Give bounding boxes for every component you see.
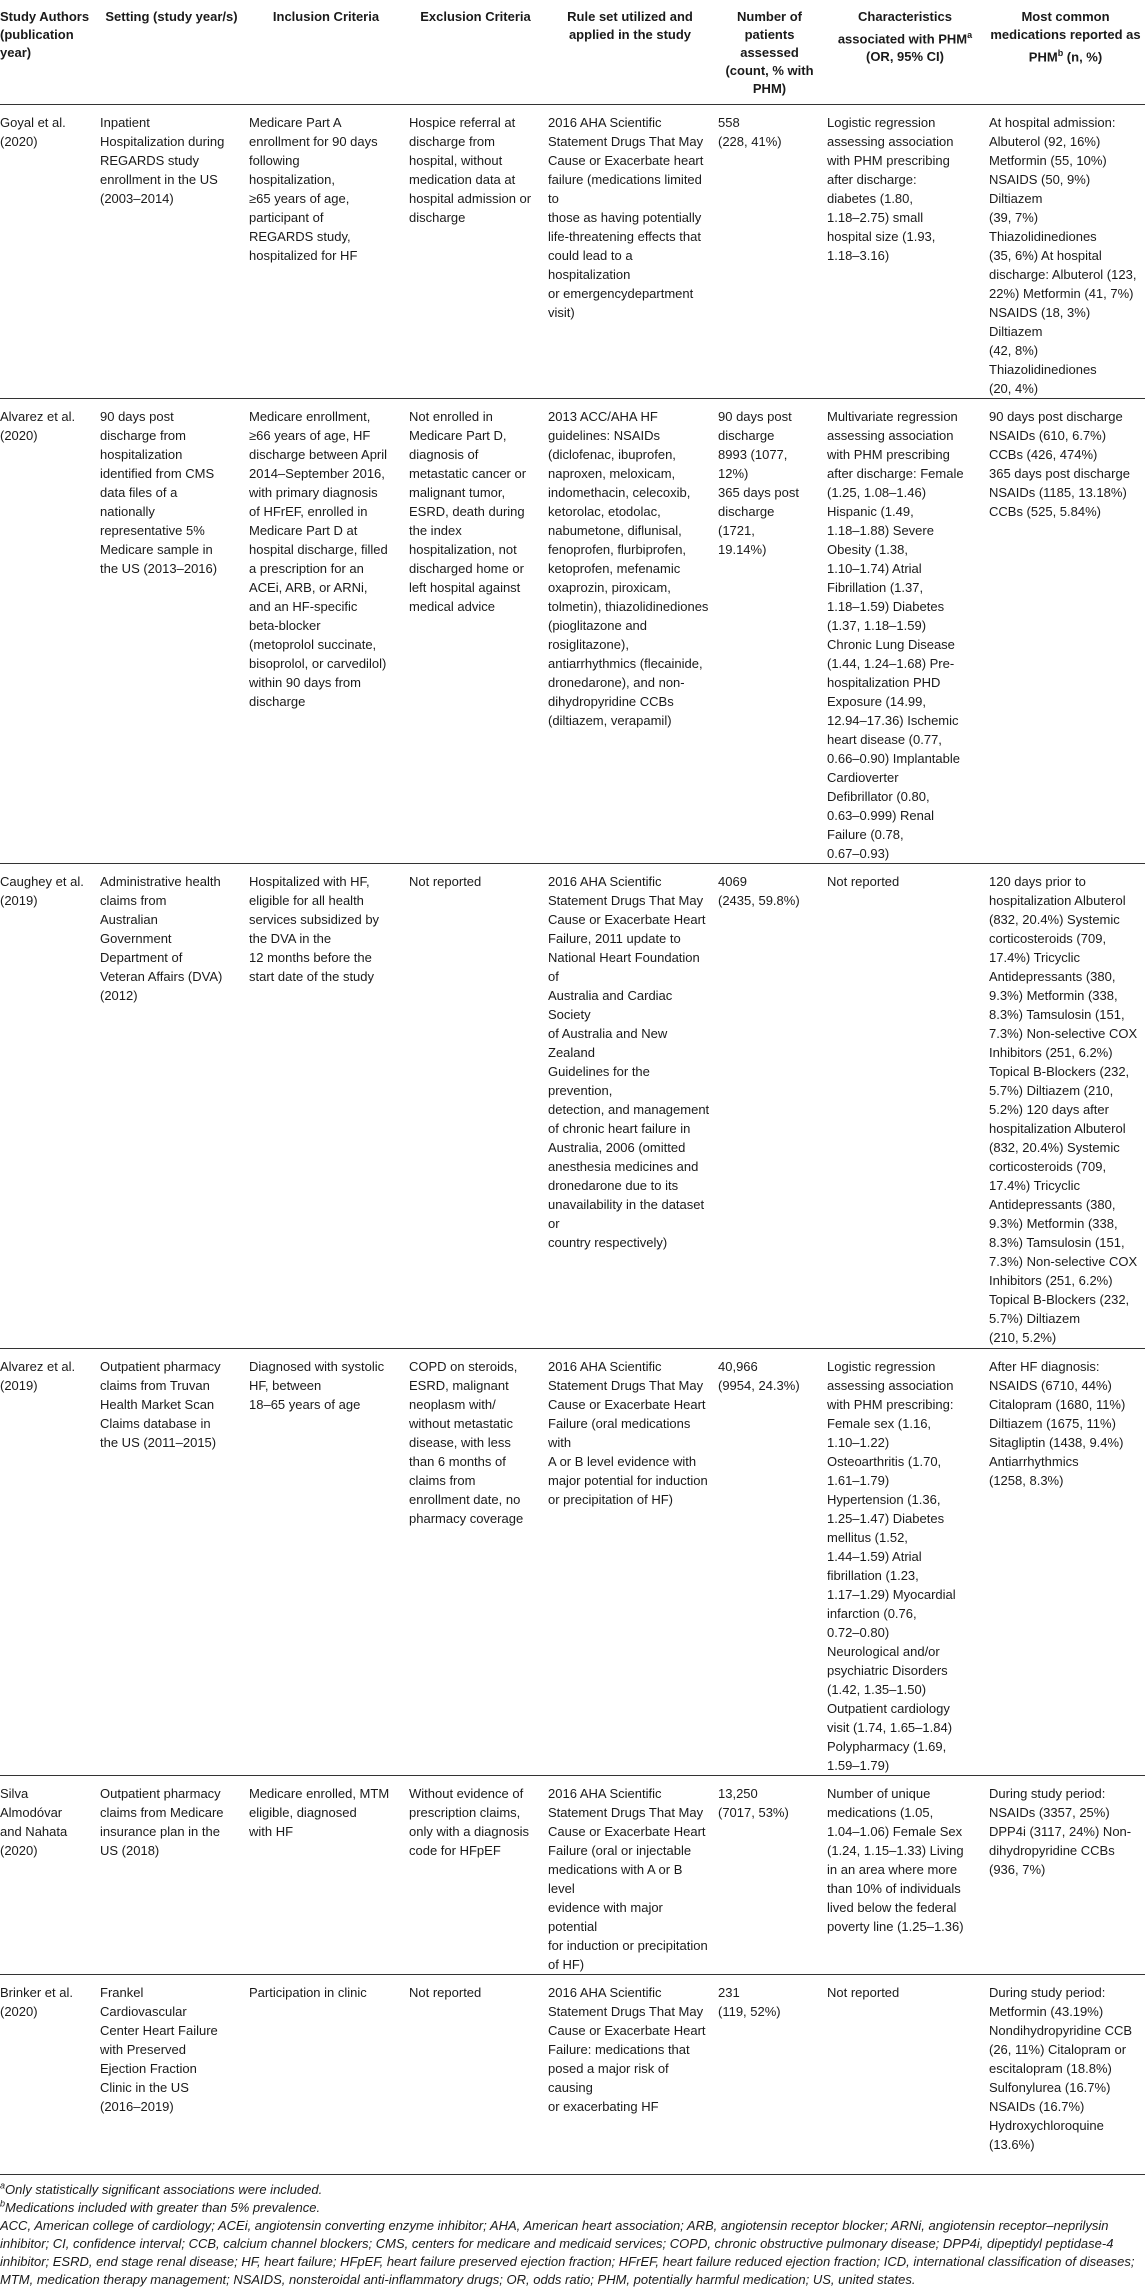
header-row	[0, 0, 1145, 105]
cell-rule-set	[545, 105, 715, 399]
table-footnotes	[0, 2175, 1145, 2289]
cell-text: Hospitalized with HF, eligible for all health services subsidized by the DVA in the 12 months before the start date of the study	[249, 874, 380, 984]
cell-exclusion	[406, 399, 545, 864]
cell-text: 90 days post discharge from hospitalization identified from CMS data files of a nationally representative 5% Medicare sample in the US (2013–2016)	[100, 409, 218, 576]
header-authors: Study Authors (publication year)	[0, 0, 97, 105]
cell-patients	[715, 1776, 824, 1975]
cell-text: Alvarez et al. (2019)	[0, 1359, 76, 1393]
cell-text: Silva Almodóvar and Nahata (2020)	[0, 1786, 68, 1858]
cell-text: Goyal et al. (2020)	[0, 115, 66, 149]
cell-text: 120 days prior to hospitalization Albuterol (832, 20.4%) Systemic corticosteroids (709, 17.4%) Tricyclic Antidepressants (380, 9.3%) Metformin (338, 8.3%) Tamsulosin (151, 7.3%) Non-selective COX Inhibitors (251, 6.2%) Topical B-Blockers (232, 5.7%) Diltiazem (210, 5.2%) 120 days after hospitalization Albuterol (832, 20.4%) Systemic corticosteroids (709, 17.4%) Tricyclic Antidepressants (380, 9.3%) Metformin (338, 8.3%) Tamsulosin (151, 7.3%) Non-selective COX Inhibitors (251, 6.2%) Topical B-Blockers (232, 5.7%) Diltiazem (210, 5.2%)	[989, 874, 1138, 1345]
cell-authors	[0, 1975, 97, 2175]
cell-characteristics	[824, 864, 986, 1349]
cell-text: Medicare enrollment, ≥66 years of age, HF discharge between April 2014–September 2016, with primary diagnosis of HFrEF, enrolled in Medicare Part D at hospital discharge, filled a prescription for an ACEi, ARB, or ARNi, and an HF-specific beta-blocker (metoprolol succinate, bisoprolol, or carvedilol) within 90 days from discharge	[249, 409, 388, 709]
cell-rule-set	[545, 1776, 715, 1975]
cell-authors	[0, 105, 97, 399]
cell-inclusion	[246, 1349, 406, 1776]
cell-patients	[715, 1349, 824, 1776]
footnote-b	[0, 2199, 1145, 2217]
cell-authors	[0, 1776, 97, 1975]
header-characteristics-text: Characteristics associated with PHM	[837, 9, 968, 47]
cell-text: Brinker et al. (2020)	[0, 1985, 73, 2019]
cell-text: At hospital admission: Albuterol (92, 16%) Metformin (55, 10%) NSAIDS (50, 9%) Diltiazem (39, 7%) Thiazolidinediones (35, 6%) At hospital discharge: Albuterol (123, 22%) Metformin (41, 7%) NSAIDS (18, 3%) Diltiazem (42, 8%) Thiazolidinediones (20, 4%)	[989, 115, 1137, 396]
table-row	[0, 399, 1145, 864]
cell-text: After HF diagnosis: NSAIDS (6710, 44%) Citalopram (1680, 11%) Diltiazem (1675, 11%) Sitagliptin (1438, 9.4%) Antiarrhythmics (1258, 8.3%)	[989, 1359, 1126, 1488]
cell-setting	[97, 1349, 246, 1776]
header-exclusion: Exclusion Criteria	[406, 0, 545, 105]
header-medications	[986, 0, 1145, 105]
table-row	[0, 1776, 1145, 1975]
cell-authors	[0, 399, 97, 864]
cell-medications	[986, 864, 1145, 1349]
cell-text: 4069 (2435, 59.8%)	[718, 874, 800, 908]
footnote-a-text: Only statistically significant associations were included.	[5, 2182, 323, 2197]
footnote-a	[0, 2181, 1145, 2199]
cell-inclusion	[246, 399, 406, 864]
cell-text: 40,966 (9954, 24.3%)	[718, 1359, 800, 1393]
cell-text: Diagnosed with systolic HF, between 18–65 years of age	[249, 1359, 385, 1412]
cell-text: Frankel Cardiovascular Center Heart Failure with Preserved Ejection Fraction Clinic in the US (2016–2019)	[100, 1985, 218, 2114]
cell-text: Medicare enrolled, MTM eligible, diagnosed with HF	[249, 1786, 390, 1839]
cell-text: Inpatient Hospitalization during REGARDS study enrollment in the US (2003–2014)	[100, 115, 225, 206]
header-patients: Number of patients assessed (count, % with PHM)	[715, 0, 824, 105]
table-row	[0, 1975, 1145, 2175]
cell-text: 2016 AHA Scientific Statement Drugs That May Cause or Exacerbate Heart Failure (oral or injectable medications with A or B level evidence with major potential for induction or precipitation of HF)	[548, 1786, 708, 1972]
cell-text: 2016 AHA Scientific Statement Drugs That May Cause or Exacerbate Heart Failure, 2011 update to National Heart Foundation of Australia and Cardiac Society of Australia and New Zealand Guidelines for the prevention, detection, and management of chronic heart failure in Australia, 2006 (omitted anesthesia medicines and dronedarone due to its unavailability in the dataset or country respectively)	[548, 874, 710, 1250]
cell-text: Not enrolled in Medicare Part D, diagnosis of metastatic cancer or malignant tumor, ESRD, death during the index hospitalization, not discharged home or left hospital against medical advice	[409, 409, 527, 614]
cell-inclusion	[246, 864, 406, 1349]
cell-text: Administrative health claims from Australian Government Department of Veteran Affairs (DVA) (2012)	[100, 874, 223, 1003]
cell-text: 2016 AHA Scientific Statement Drugs That May Cause or Exacerbate Heart Failure (oral medications with A or B level evidence with major potential for induction or precipitation of HF)	[548, 1359, 708, 1507]
footnote-a-marker: a	[0, 2180, 6, 2191]
cell-text: Logistic regression assessing association with PHM prescribing after discharge: diabetes (1.80, 1.18–2.75) small hospital size (1.93, 1.18–3.16)	[827, 115, 954, 263]
table-row	[0, 864, 1145, 1349]
cell-text: 2016 AHA Scientific Statement Drugs That May Cause or Exacerbate heart failure (medications limited to those as having potentially life-threatening effects that could lead to a hospitalization or emergencydepartment visit)	[548, 115, 704, 320]
cell-patients	[715, 399, 824, 864]
cell-text: 90 days post discharge NSAIDs (610, 6.7%) CCBs (426, 474%) 365 days post discharge NSAIDs (1185, 13.18%) CCBs (525, 5.84%)	[989, 409, 1130, 519]
footnote-marker-a: a	[967, 30, 973, 40]
header-medications-tail: (n, %)	[1063, 49, 1103, 65]
footnote-marker-b: b	[1057, 48, 1064, 58]
cell-text: Outpatient pharmacy claims from Truvan Health Market Scan Claims database in the US (2011–2015)	[100, 1359, 221, 1450]
cell-medications	[986, 399, 1145, 864]
header-setting: Setting (study year/s)	[97, 0, 246, 105]
cell-characteristics	[824, 1349, 986, 1776]
cell-text: Not reported	[827, 874, 900, 889]
cell-patients	[715, 105, 824, 399]
cell-patients	[715, 864, 824, 1349]
cell-text: 2013 ACC/AHA HF guidelines: NSAIDs (diclofenac, ibuprofen, naproxen, meloxicam, indomethacin, celecoxib, ketorolac, etodolac, nabumetone, diflunisal, fenoprofen, flurbiprofen, ketoprofen, mefenamic oxaprozin, piroxicam, tolmetin), thiazolidinediones (pioglitazone and rosiglitazone), antiarrhythmics (flecainide, dronedarone), and non- dihydropyridine CCBs (diltiazem, verapamil)	[548, 409, 709, 728]
cell-setting	[97, 105, 246, 399]
cell-characteristics	[824, 105, 986, 399]
cell-exclusion	[406, 1349, 545, 1776]
cell-inclusion	[246, 105, 406, 399]
cell-setting	[97, 1975, 246, 2175]
cell-medications	[986, 105, 1145, 399]
cell-medications	[986, 1776, 1145, 1975]
cell-inclusion	[246, 1776, 406, 1975]
table-row	[0, 1349, 1145, 1776]
cell-text: 231 (119, 52%)	[718, 1985, 781, 2019]
header-characteristics	[824, 0, 986, 105]
cell-text: Not reported	[409, 1985, 482, 2000]
cell-characteristics	[824, 399, 986, 864]
header-inclusion: Inclusion Criteria	[246, 0, 406, 105]
cell-setting	[97, 864, 246, 1349]
cell-text: 13,250 (7017, 53%)	[718, 1786, 789, 1820]
cell-exclusion	[406, 1975, 545, 2175]
cell-text: Not reported	[827, 1985, 900, 2000]
header-medications-text: Most common medications reported as PHM	[990, 9, 1141, 65]
cell-text: During study period: NSAIDs (3357, 25%) DPP4i (3117, 24%) Non- dihydropyridine CCBs (936, 7%)	[989, 1786, 1132, 1877]
cell-text: Alvarez et al. (2020)	[0, 409, 76, 443]
cell-text: 2016 AHA Scientific Statement Drugs That May Cause or Exacerbate Heart Failure: medications that posed a major risk of causing or exacerbating HF	[548, 1985, 706, 2114]
cell-text: Outpatient pharmacy claims from Medicare insurance plan in the US (2018)	[100, 1786, 224, 1858]
cell-rule-set	[545, 1975, 715, 2175]
cell-setting	[97, 399, 246, 864]
footnote-b-marker: b	[0, 2198, 6, 2209]
cell-text: 90 days post discharge 8993 (1077, 12%) 365 days post discharge (1721, 19.14%)	[718, 409, 799, 557]
cell-text: Number of unique medications (1.05, 1.04–1.06) Female Sex (1.24, 1.15–1.33) Living in an area where more than 10% of individuals lived below the federal poverty line (1.25–1.36)	[827, 1786, 964, 1934]
cell-text: Logistic regression assessing association with PHM prescribing: Female sex (1.16, 1.10–1.22) Osteoarthritis (1.70, 1.61–1.79) Hypertension (1.36, 1.25–1.47) Diabetes mellitus (1.52, 1.44–1.59) Atrial fibrillation (1.23, 1.17–1.29) Myocardial infarction (0.76, 0.72–0.80) Neurological and/or psychiatric Disorders (1.42, 1.35–1.50) Outpatient cardiology visit (1.74, 1.65–1.84) Polypharmacy (1.69, 1.59–1.79)	[827, 1359, 956, 1773]
cell-rule-set	[545, 1349, 715, 1776]
cell-text: Not reported	[409, 874, 482, 889]
cell-inclusion	[246, 1975, 406, 2175]
cell-text: Medicare Part A enrollment for 90 days following hospitalization, ≥65 years of age, participant of REGARDS study, hospitalized for HF	[249, 115, 378, 263]
cell-text: Hospice referral at discharge from hospital, without medication data at hospital admission or discharge	[409, 115, 532, 225]
cell-exclusion	[406, 864, 545, 1349]
cell-medications	[986, 1975, 1145, 2175]
abbreviations: ACC, American college of cardiology; ACEi, angiotensin converting enzyme inhibitor; AHA, American heart association; ARB, angiotensin receptor blocker; ARNi, angiotensin receptor–neprilysin inhibitor; CI, confidence interval; CCB, calcium channel blockers; CMS, centers for medicare and medicaid services; COPD, chronic obstructive pulmonary disease; DPP4i, dipeptidyl peptidase-4 inhibitor; ESRD, end stage renal disease; HF, heart failure; HFpEF, heart failure preserved ejection fraction; HFrEF, heart failure reduced ejection fraction; ICD, international classification of diseases; MTM, medication therapy management; NSAIDS, nonsteroidal anti-inflammatory drugs; OR, odds ratio; PHM, potentially harmful medication; US, united states.	[0, 2218, 1135, 2287]
cell-exclusion	[406, 1776, 545, 1975]
cell-authors	[0, 1349, 97, 1776]
header-rule-set: Rule set utilized and applied in the study	[545, 0, 715, 105]
cell-medications	[986, 1349, 1145, 1776]
cell-text: Without evidence of prescription claims, only with a diagnosis code for HFpEF	[409, 1786, 529, 1858]
cell-rule-set	[545, 864, 715, 1349]
cell-text: Caughey et al. (2019)	[0, 874, 84, 908]
table-body	[0, 105, 1145, 2175]
cell-patients	[715, 1975, 824, 2175]
cell-characteristics	[824, 1975, 986, 2175]
cell-text: During study period: Metformin (43.19%) Nondihydropyridine CCB (26, 11%) Citalopram or escitalopram (18.8%) Sulfonylurea (16.7%) NSAIDs (16.7%) Hydroxychloroquine (13.6%)	[989, 1985, 1133, 2152]
cell-characteristics	[824, 1776, 986, 1975]
cell-exclusion	[406, 105, 545, 399]
table-row	[0, 105, 1145, 399]
cell-text: COPD on steroids, ESRD, malignant neoplasm with/ without metastatic disease, with less than 6 months of claims from enrollment date, no pharmacy coverage	[409, 1359, 524, 1526]
cell-text: Participation in clinic	[249, 1985, 367, 2000]
cell-text: Multivariate regression assessing association with PHM prescribing after discharge: Female (1.25, 1.08–1.46) Hispanic (1.49, 1.18–1.88) Severe Obesity (1.38, 1.10–1.74) Atrial Fibrillation (1.37, 1.18–1.59) Diabetes (1.37, 1.18–1.59) Chronic Lung Disease (1.44, 1.24–1.68) Pre- hospitalization PHD Exposure (14.99, 12.94–17.36) Ischemic heart disease (0.77, 0.66–0.90) Implantable Cardioverter Defibrillator (0.80, 0.63–0.999) Renal Failure (0.78, 0.67–0.93)	[827, 409, 964, 861]
header-characteristics-tail: (OR, 95% CI)	[865, 49, 944, 65]
cell-setting	[97, 1776, 246, 1975]
cell-rule-set	[545, 399, 715, 864]
footnote-b-text: Medications included with greater than 5% prevalence.	[5, 2200, 321, 2215]
cell-authors	[0, 864, 97, 1349]
cell-text: 558 (228, 41%)	[718, 115, 782, 149]
